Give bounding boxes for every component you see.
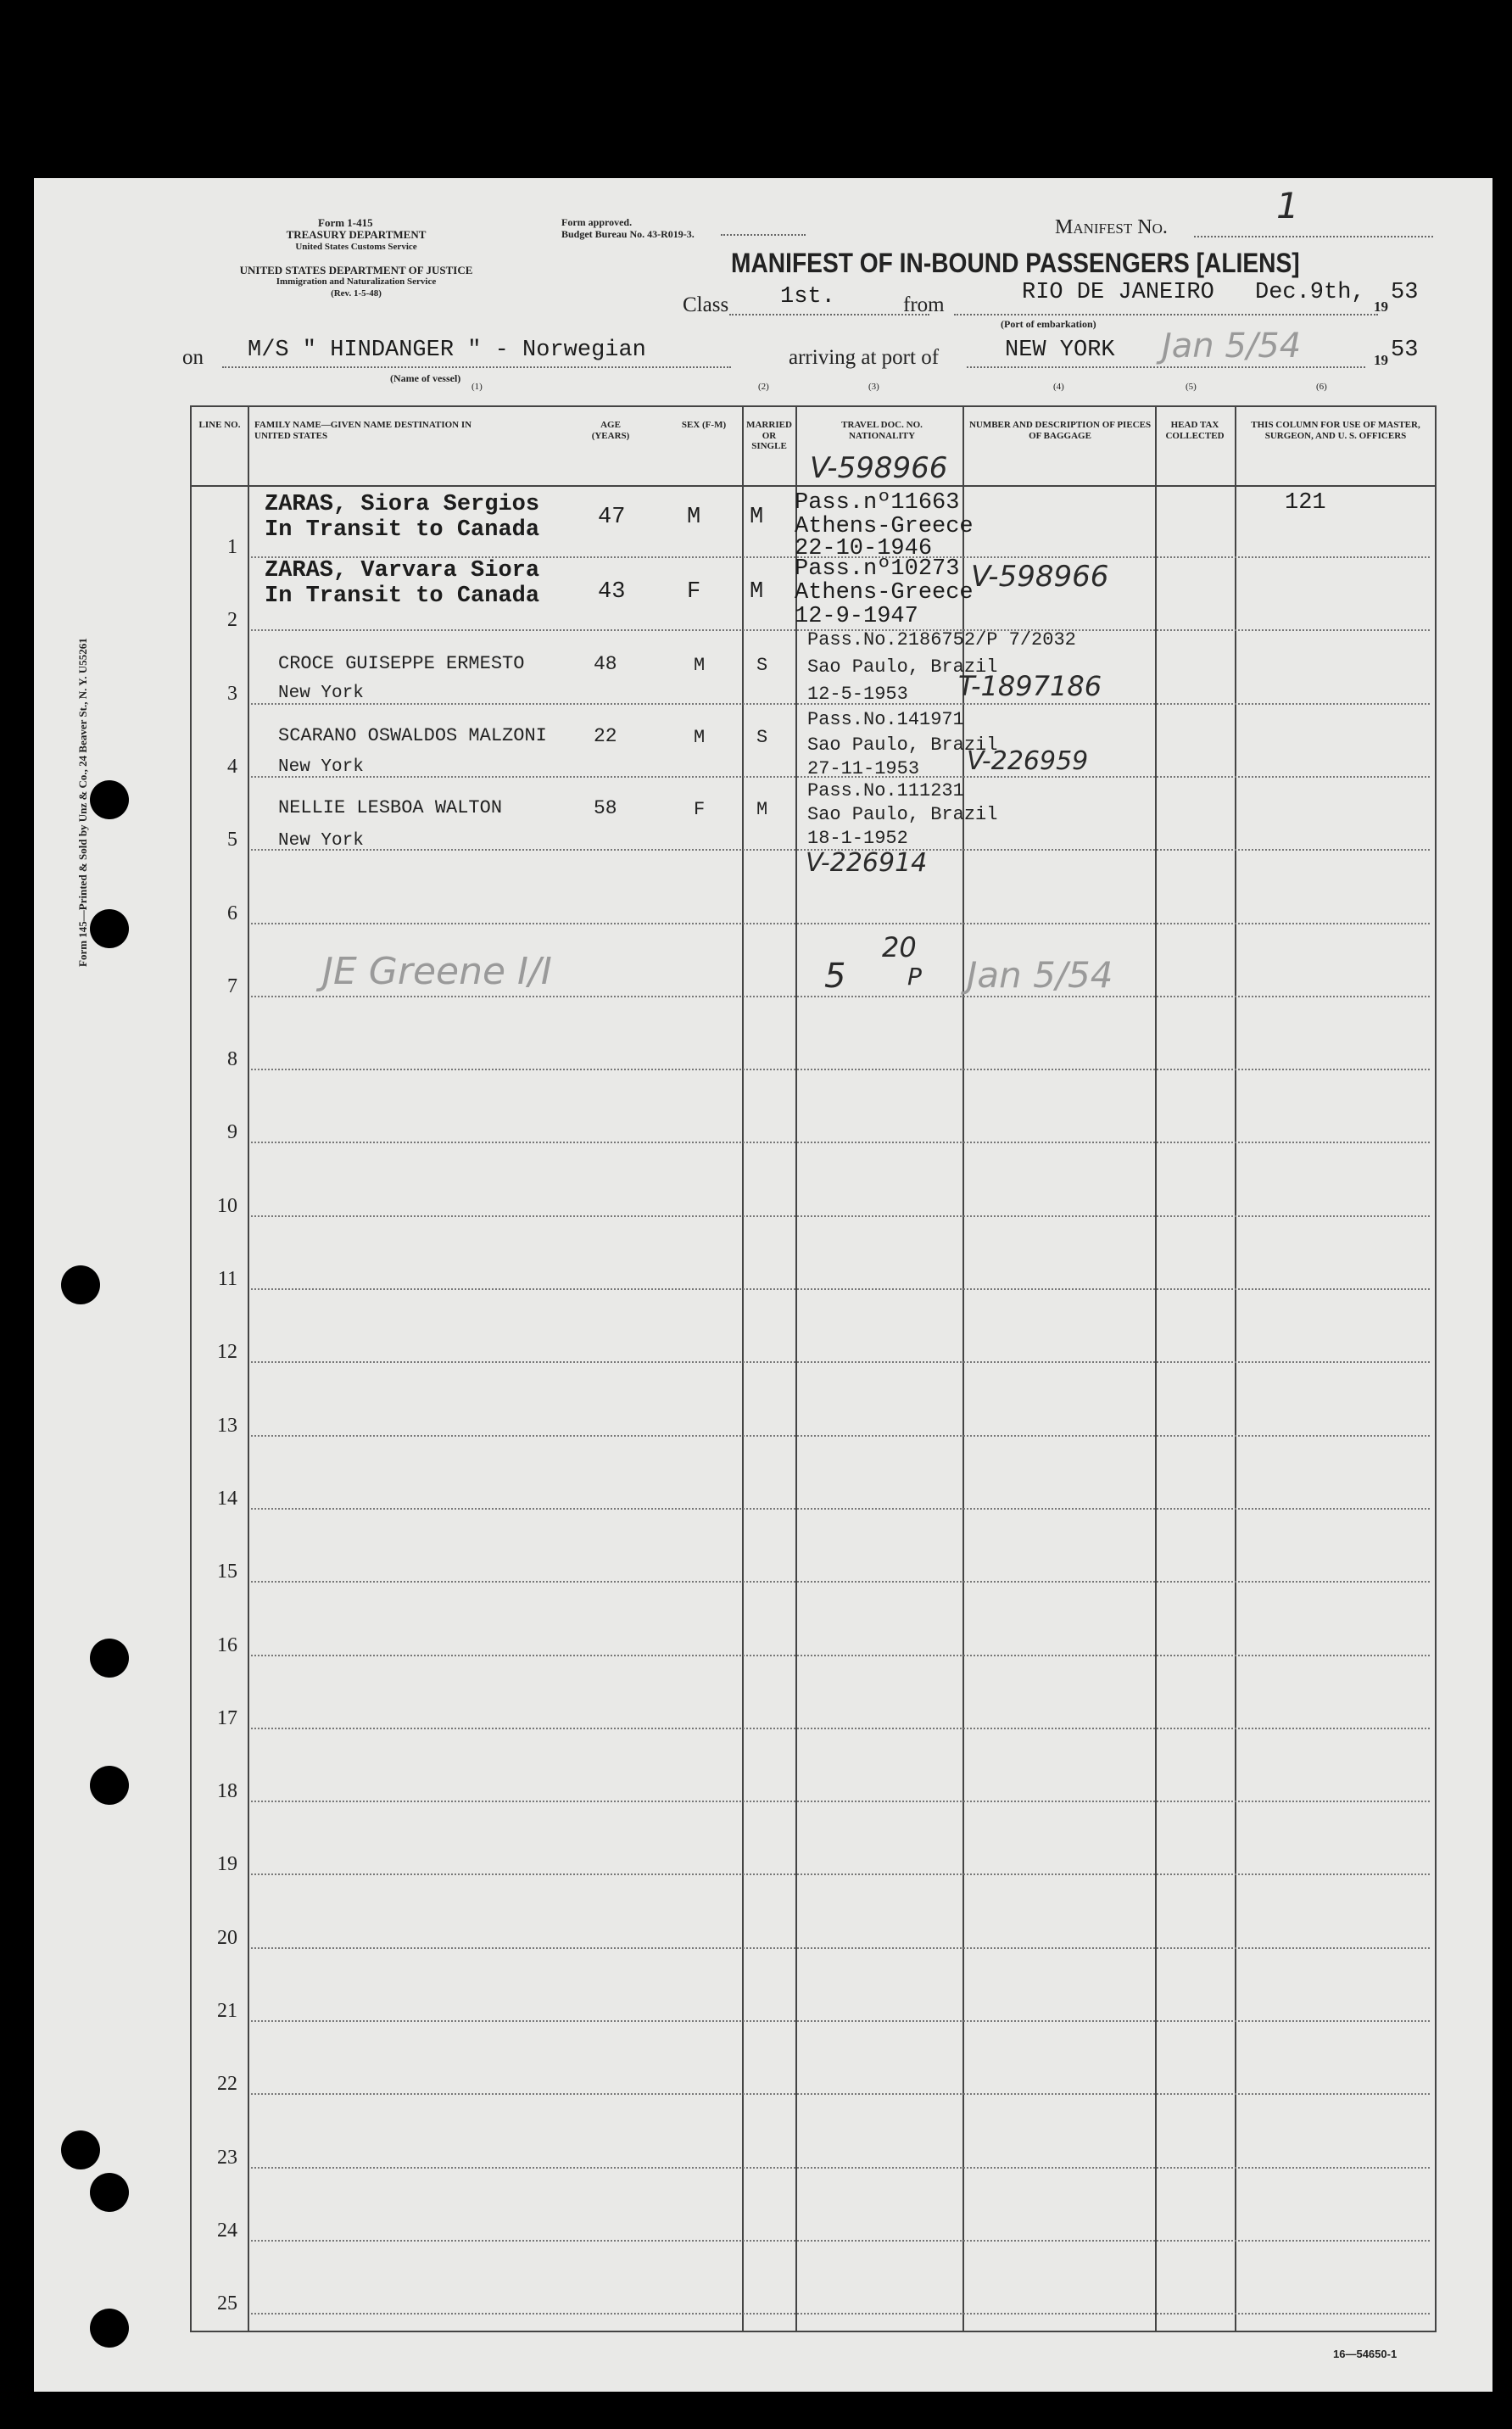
row-number: 14	[217, 1487, 237, 1510]
date-value: Dec.9th,	[1255, 280, 1365, 305]
row-dotted-line	[251, 1655, 1430, 1656]
date-stamp-hand: Jan 5/54	[967, 954, 1113, 996]
row-dotted-line	[251, 1947, 1430, 1949]
signature: JE Greene I/I	[322, 950, 552, 993]
form-number: Form 1-415	[318, 216, 373, 229]
punch-hole	[61, 1265, 100, 1304]
row-number: 11	[217, 1268, 237, 1290]
footer-code: 16—54650-1	[1333, 2348, 1398, 2360]
passenger-age: 43	[598, 579, 626, 605]
handwritten-note: V-226959	[967, 746, 1089, 776]
row-dotted-line	[251, 1581, 1430, 1583]
class-label: Class	[683, 293, 729, 316]
col-baggage: NUMBER AND DESCRIPTION OF PIECES OF BAGGAGE	[968, 420, 1152, 441]
passenger-marital: M	[750, 505, 764, 530]
passenger-age: 47	[598, 505, 626, 530]
col-line-no: LINE NO.	[198, 420, 241, 430]
handwritten-note: T-1897186	[958, 670, 1102, 702]
year2-value: 53	[1391, 338, 1419, 363]
count-subscript: P	[907, 963, 922, 991]
col-num-2: (2)	[758, 382, 769, 392]
punch-hole	[90, 1766, 129, 1805]
count-number: 5	[824, 957, 846, 996]
passport-place: Sao Paulo, Brazil	[807, 656, 998, 678]
col-age: AGE (YEARS)	[591, 420, 630, 441]
col-num-3: (3)	[868, 382, 879, 392]
passenger-age: 58	[594, 797, 617, 819]
passenger-age: 48	[594, 653, 617, 675]
row-dotted-line	[251, 2240, 1430, 2242]
from-label: from	[903, 293, 945, 316]
manifest-title: MANIFEST OF IN-BOUND PASSENGERS [ALIENS]	[731, 248, 1300, 278]
passport-number: Pass.No.111231	[807, 780, 964, 801]
passenger-sex: F	[687, 579, 701, 605]
customs-label: United States Customs Service	[295, 242, 417, 252]
passenger-name: ZARAS, Siora Sergios	[265, 492, 540, 517]
printer-imprint: Form 145—Printed & Sold by Unz & Co., 24 Beaver St., N. Y. U55261	[76, 638, 89, 967]
punch-hole	[90, 909, 129, 948]
port-value: NEW YORK	[1005, 338, 1115, 363]
row-number: 3	[227, 682, 237, 705]
col-head-tax: HEAD TAX COLLECTED	[1165, 420, 1225, 441]
row-number: 19	[217, 1853, 237, 1876]
row-number: 17	[217, 1706, 237, 1729]
year-value: 53	[1391, 280, 1419, 305]
budget-label: Budget Bureau No. 43-R019-3.	[561, 228, 695, 240]
passenger-age: 22	[594, 725, 617, 747]
row-dotted-line	[251, 1801, 1430, 1802]
row-number: 18	[217, 1780, 237, 1803]
punch-hole	[90, 2309, 129, 2348]
row-dotted-line	[251, 2313, 1430, 2315]
row-dotted-line	[251, 1361, 1430, 1363]
on-label: on	[182, 346, 204, 369]
passport-number: Pass.No.141971	[807, 709, 964, 730]
passenger-destination: In Transit to Canada	[265, 517, 540, 543]
row-dotted-line	[251, 1069, 1430, 1070]
passenger-sex: F	[694, 799, 706, 820]
passenger-name: SCARANO OSWALDOS MALZONI	[278, 725, 547, 746]
col-num-5: (5)	[1186, 382, 1197, 392]
row-number: 15	[217, 1561, 237, 1583]
passport-place: Sao Paulo, Brazil	[807, 804, 998, 825]
col-travel-doc: TRAVEL DOC. NO. NATIONALITY	[841, 420, 923, 441]
doj-label: UNITED STATES DEPARTMENT OF JUSTICE	[239, 264, 473, 276]
row-number: 21	[217, 2000, 237, 2022]
row-dotted-line	[251, 2093, 1430, 2095]
table-header-rule	[190, 485, 1437, 487]
col-married: MARRIED OR SINGLE	[746, 420, 792, 452]
passenger-destination: New York	[278, 757, 364, 777]
arrival-date-hand: Jan 5/54	[1162, 327, 1302, 366]
passenger-destination: New York	[278, 684, 364, 703]
row-number: 22	[217, 2073, 237, 2096]
passport-place: Athens-Greece	[795, 514, 974, 539]
row-dotted-line	[251, 1873, 1430, 1875]
passenger-destination: In Transit to Canada	[265, 584, 540, 609]
passport-place: Sao Paulo, Brazil	[807, 734, 998, 756]
vessel-label: (Name of vessel)	[390, 372, 461, 384]
row-dotted-line	[251, 1142, 1430, 1143]
passenger-marital: M	[750, 579, 764, 605]
punch-hole	[90, 780, 129, 819]
row-dotted-line	[251, 2167, 1430, 2169]
vessel-value: M/S " HINDANGER " - Norwegian	[248, 338, 646, 363]
row-dotted-line	[251, 1288, 1430, 1290]
passenger-destination: New York	[278, 831, 364, 851]
row-number: 23	[217, 2146, 237, 2169]
row-number: 10	[217, 1194, 237, 1217]
passport-number: Pass.No.2186752/P 7/2032	[807, 629, 1076, 651]
row-dotted-line	[251, 2020, 1430, 2022]
punch-hole	[90, 1639, 129, 1678]
passport-date: 12-5-1953	[807, 684, 908, 705]
row-number: 8	[227, 1048, 237, 1071]
col-num-6: (6)	[1316, 382, 1327, 392]
row-dotted-line	[251, 923, 1430, 924]
passport-place: Athens-Greece	[795, 580, 974, 606]
treasury-label: TREASURY DEPARTMENT	[286, 228, 427, 241]
ins-label: Immigration and Naturalization Service	[276, 276, 437, 287]
punch-hole	[90, 2173, 129, 2212]
passenger-sex: M	[687, 505, 701, 530]
handwritten-note: V-598966	[971, 560, 1109, 594]
row-dotted-line	[251, 996, 1430, 997]
col-sex: SEX (F-M)	[681, 420, 727, 430]
row-number: 24	[217, 2219, 237, 2242]
arriving-label: arriving at port of	[789, 346, 940, 369]
count-superscript: 20	[882, 931, 917, 963]
row-number: 12	[217, 1341, 237, 1364]
row-dotted-line	[251, 1435, 1430, 1437]
row-number: 20	[217, 1926, 237, 1949]
passenger-marital: M	[756, 799, 768, 820]
row-dotted-line	[251, 1728, 1430, 1729]
col-officers: THIS COLUMN FOR USE OF MASTER, SURGEON, AND U. S. OFFICERS	[1251, 420, 1420, 441]
passport-number: Pass.nº10273	[795, 556, 960, 582]
class-value: 1st.	[780, 284, 835, 310]
row-number: 16	[217, 1633, 237, 1656]
row-number: 6	[227, 902, 237, 924]
rev-label: (Rev. 1-5-48)	[331, 288, 382, 299]
col-num-1: (1)	[471, 382, 483, 392]
punch-hole	[61, 2130, 100, 2169]
officer-note: 121	[1285, 490, 1326, 516]
row-number: 9	[227, 1121, 237, 1144]
year-prefix: 19	[1374, 299, 1388, 315]
passport-date: 27-11-1953	[807, 758, 920, 779]
passenger-marital: S	[756, 727, 768, 748]
row-number: 2	[227, 609, 237, 632]
passenger-sex: M	[694, 727, 706, 748]
passenger-name: ZARAS, Varvara Siora	[265, 558, 540, 584]
passenger-name: NELLIE LESBOA WALTON	[278, 797, 503, 818]
passport-date: 12-9-1947	[795, 604, 918, 629]
manifest-no-value: 1	[1276, 185, 1299, 226]
row-number: 5	[227, 829, 237, 852]
col-num-4: (4)	[1053, 382, 1064, 392]
row-number: 4	[227, 755, 237, 778]
row-number: 13	[217, 1414, 237, 1437]
year2-prefix: 19	[1374, 352, 1388, 368]
passenger-name: CROCE GUISEPPE ERMESTO	[278, 653, 525, 674]
manifest-no-label: Manifest No.	[1055, 216, 1168, 238]
passport-number: Pass.nº11663	[795, 490, 960, 516]
row-number: 1	[227, 536, 237, 558]
handwritten-note: V-598966	[810, 451, 948, 485]
passport-date: 18-1-1952	[807, 828, 908, 849]
row-dotted-line	[251, 1508, 1430, 1510]
row-dotted-line	[251, 1215, 1430, 1217]
from-value: RIO DE JANEIRO	[1022, 280, 1214, 305]
passenger-sex: M	[694, 655, 706, 676]
passenger-marital: S	[756, 655, 768, 676]
approved-label: Form approved.	[561, 216, 633, 228]
port-embark-label: (Port of embarkation)	[1001, 318, 1096, 330]
row-number: 7	[227, 974, 237, 997]
col-name: FAMILY NAME—GIVEN NAME DESTINATION IN UNITED STATES	[254, 420, 472, 441]
row-number: 25	[217, 2292, 237, 2315]
passport-date: 22-10-1946	[795, 536, 933, 561]
handwritten-note: V-226914	[806, 848, 928, 878]
